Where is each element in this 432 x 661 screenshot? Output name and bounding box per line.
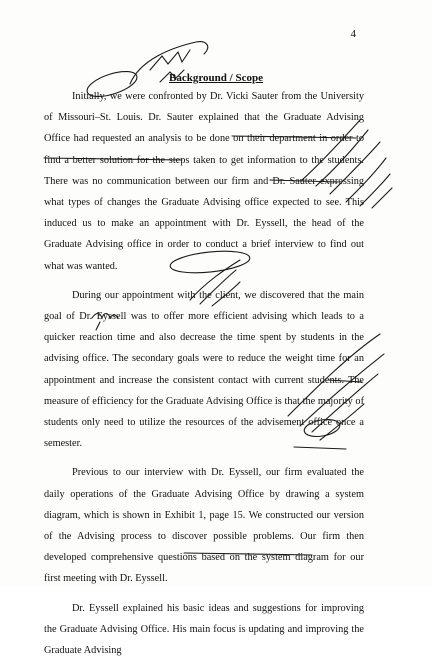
section-heading: Background / Scope: [169, 72, 263, 84]
paragraph-main-focus: Dr. Eyssell explained his basic ideas and suggestions for improving the Graduate Advising Office. His main focus is updating and improving the Graduate Advising: [44, 602, 364, 657]
body-text: [44, 86, 364, 661]
paragraph-intro: Initially, we were confronted by Dr. Vicki Sauter from the University of Missouri–St. Louis. Dr. Sauter explained that the Graduate Advising Office had requested an analysis to be done on their department in order to find a better solution for the steps taken to get information to the students. There was no communication between our firm and Dr. Sauter expressing what types of changes the Graduate Advising office expected to see. This induced us to make an appointment with Dr. Eyssell, the head of the Graduate Advising office in order to conduct a brief interview to find out what was wanted.: [44, 91, 364, 272]
paragraph-previous-interview: Previous to our interview with Dr. Eyssell, our firm evaluated the daily operations of the Graduate Advising Office by drawing a system diagram, which is shown in Exhibit 1, page 15. We constructed our version of the Advising process to discover possible problems. Our firm then developed comprehensive questions based on the system diagram for our first meeting with Dr. Eyssell.: [44, 467, 364, 585]
page-number: 4: [350, 28, 356, 40]
paragraph-appointment: During our appointment with the client, we discovered that the main goal of Dr. Eyssell was to offer more efficient advising which leads to a quicker reaction time and also decrease the time spent by students in the advising office. The secondary goals were to reduce the weight time for an appointment and increase the consistent contact with current students. The measure of efficiency for the Graduate Advising Office is that the majority of students only need to utilize the resources of the advisement office once a semester.: [44, 289, 364, 450]
